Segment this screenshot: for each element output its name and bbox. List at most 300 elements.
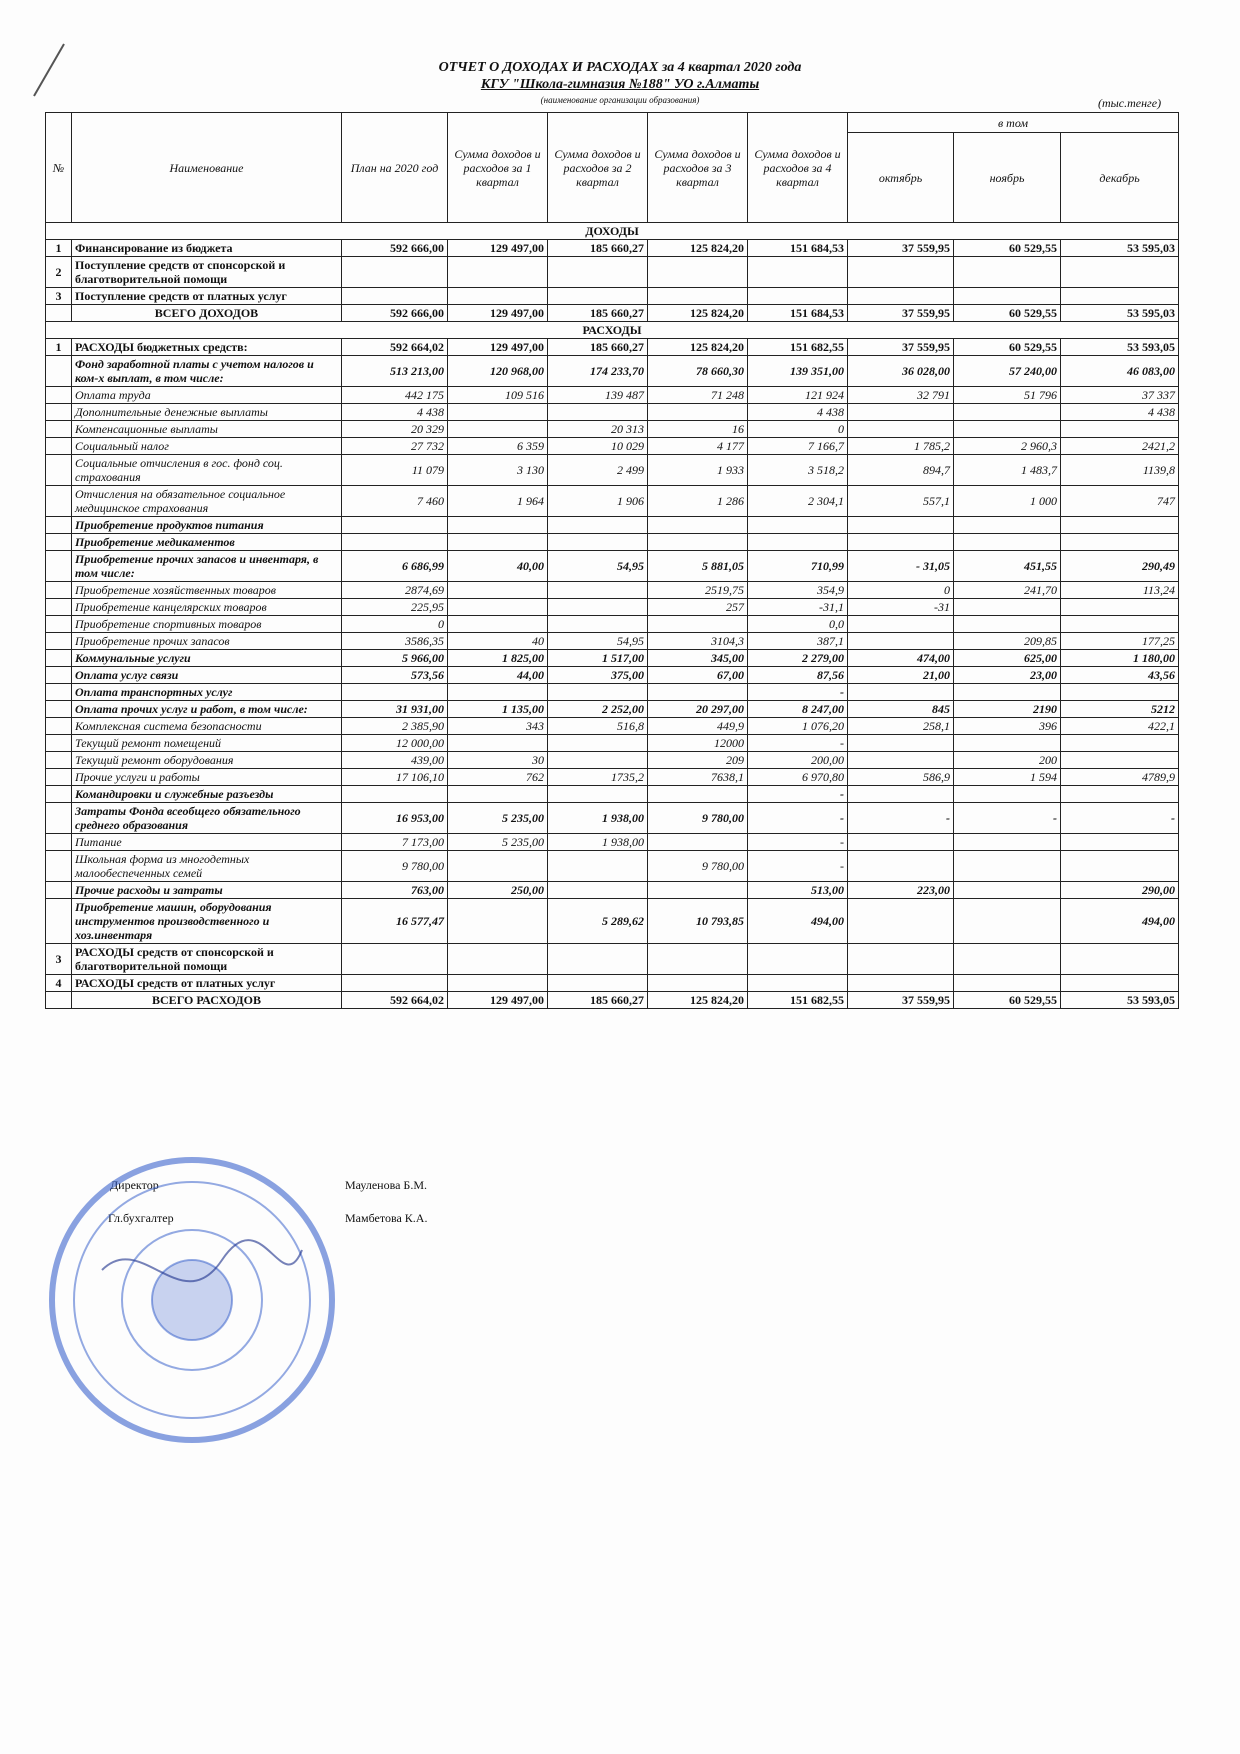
cell-value: - — [748, 684, 848, 701]
cell-value: 9 780,00 — [648, 803, 748, 834]
cell-value: 4 438 — [342, 404, 448, 421]
cell-value — [548, 851, 648, 882]
cell-value: 125 824,20 — [648, 305, 748, 322]
cell-value: 625,00 — [954, 650, 1061, 667]
cell-value — [848, 684, 954, 701]
cell-value — [954, 851, 1061, 882]
cell-value: 17 106,10 — [342, 769, 448, 786]
cell-value: 5 289,62 — [548, 899, 648, 944]
row-number — [46, 667, 72, 684]
table-row — [46, 684, 1179, 701]
cell-value: 37 559,95 — [848, 339, 954, 356]
cell-value — [342, 517, 448, 534]
row-number — [46, 992, 72, 1009]
cell-value — [342, 944, 448, 975]
cell-value: 60 529,55 — [954, 992, 1061, 1009]
cell-value: 0 — [748, 421, 848, 438]
cell-value: 37 559,95 — [848, 240, 954, 257]
cell-value: 6 686,99 — [342, 551, 448, 582]
cell-value: 43,56 — [1061, 667, 1179, 684]
cell-value: 23,00 — [954, 667, 1061, 684]
row-number — [46, 534, 72, 551]
row-number — [46, 803, 72, 834]
cell-value — [848, 851, 954, 882]
row-name: Оплата услуг связи — [72, 667, 342, 684]
cell-value: 449,9 — [648, 718, 748, 735]
cell-value — [648, 404, 748, 421]
cell-value: 2 304,1 — [748, 486, 848, 517]
row-name: ВСЕГО РАСХОДОВ — [72, 992, 342, 1009]
row-number — [46, 582, 72, 599]
table-row — [46, 486, 1179, 517]
cell-value: 5 235,00 — [448, 803, 548, 834]
cell-value: 8 247,00 — [748, 701, 848, 718]
cell-value: 125 824,20 — [648, 240, 748, 257]
cell-value — [448, 421, 548, 438]
cell-value: 10 793,85 — [648, 899, 748, 944]
cell-value: 2 385,90 — [342, 718, 448, 735]
cell-value — [848, 534, 954, 551]
table-row — [46, 517, 1179, 534]
cell-value — [548, 944, 648, 975]
col-q1: Сумма доходов и расходов за 1 квартал — [448, 113, 548, 223]
cell-value: 2874,69 — [342, 582, 448, 599]
row-number: 3 — [46, 944, 72, 975]
cell-value — [954, 599, 1061, 616]
cell-value — [848, 421, 954, 438]
table-row — [46, 899, 1179, 944]
cell-value: 139 351,00 — [748, 356, 848, 387]
cell-value: 151 682,55 — [748, 339, 848, 356]
table-row — [46, 455, 1179, 486]
cell-value: 37 559,95 — [848, 992, 954, 1009]
cell-value — [954, 421, 1061, 438]
row-number — [46, 404, 72, 421]
cell-value: 7 460 — [342, 486, 448, 517]
cell-value — [954, 616, 1061, 633]
cell-value — [448, 735, 548, 752]
cell-value: 5 235,00 — [448, 834, 548, 851]
row-name: Финансирование из бюджета — [72, 240, 342, 257]
row-name: Оплата труда — [72, 387, 342, 404]
table-row — [46, 834, 1179, 851]
cell-value: 54,95 — [548, 633, 648, 650]
table-row — [46, 551, 1179, 582]
col-q2: Сумма доходов и расходов за 2 квартал — [548, 113, 648, 223]
cell-value: 151 684,53 — [748, 305, 848, 322]
cell-value: 3 518,2 — [748, 455, 848, 486]
cell-value — [1061, 599, 1179, 616]
cell-value: 40,00 — [448, 551, 548, 582]
cell-value: 5212 — [1061, 701, 1179, 718]
cell-value — [848, 786, 954, 803]
cell-value — [548, 404, 648, 421]
cell-value — [848, 834, 954, 851]
cell-value: 12 000,00 — [342, 735, 448, 752]
row-number — [46, 718, 72, 735]
cell-value: 0 — [342, 616, 448, 633]
cell-value: 139 487 — [548, 387, 648, 404]
cell-value: 11 079 — [342, 455, 448, 486]
cell-value: 894,7 — [848, 455, 954, 486]
cell-value: 51 796 — [954, 387, 1061, 404]
table-row — [46, 633, 1179, 650]
cell-value — [1061, 421, 1179, 438]
cell-value: 60 529,55 — [954, 339, 1061, 356]
cell-value: 2 960,3 — [954, 438, 1061, 455]
cell-value: 6 970,80 — [748, 769, 848, 786]
col-name: Наименование — [72, 113, 342, 223]
cell-value — [448, 257, 548, 288]
cell-value — [342, 684, 448, 701]
cell-value: 53 593,05 — [1061, 339, 1179, 356]
row-number — [46, 899, 72, 944]
cell-value: 7 166,7 — [748, 438, 848, 455]
report-title: ОТЧЕТ О ДОХОДАХ И РАСХОДАХ за 4 квартал 2020 года — [438, 60, 802, 75]
table-row — [46, 752, 1179, 769]
cell-value — [1061, 834, 1179, 851]
cell-value: 125 824,20 — [648, 339, 748, 356]
report-table — [45, 112, 1179, 1009]
row-name: Фонд заработной платы с учетом налогов и ком-х выплат, в том числе: — [72, 356, 342, 387]
cell-value — [548, 882, 648, 899]
col-plan: План на 2020 год — [342, 113, 448, 223]
cell-value: 60 529,55 — [954, 240, 1061, 257]
cell-value: - — [848, 803, 954, 834]
row-name: Приобретение машин, оборудования инструментов производственного и хоз.инвентаря — [72, 899, 342, 944]
col-october: октябрь — [848, 133, 954, 223]
table-row — [46, 944, 1179, 975]
cell-value: 2421,2 — [1061, 438, 1179, 455]
cell-value — [1061, 944, 1179, 975]
row-number — [46, 305, 72, 322]
cell-value: 592 666,00 — [342, 305, 448, 322]
cell-value — [1061, 786, 1179, 803]
cell-value: 174 233,70 — [548, 356, 648, 387]
row-number — [46, 650, 72, 667]
row-number — [46, 517, 72, 534]
table-row — [46, 701, 1179, 718]
cell-value: 129 497,00 — [448, 339, 548, 356]
row-number — [46, 769, 72, 786]
row-name: Приобретение медикаментов — [72, 534, 342, 551]
cell-value: 1 000 — [954, 486, 1061, 517]
cell-value — [648, 288, 748, 305]
row-name: Дополнительные денежные выплаты — [72, 404, 342, 421]
cell-value: 4 438 — [1061, 404, 1179, 421]
cell-value: 250,00 — [448, 882, 548, 899]
cell-value — [1061, 616, 1179, 633]
row-number — [46, 684, 72, 701]
cell-value: 60 529,55 — [954, 305, 1061, 322]
cell-value: 120 968,00 — [448, 356, 548, 387]
cell-value: 129 497,00 — [448, 240, 548, 257]
cell-value: 3 130 — [448, 455, 548, 486]
row-number — [46, 421, 72, 438]
cell-value — [548, 288, 648, 305]
cell-value: 763,00 — [342, 882, 448, 899]
cell-value: 67,00 — [648, 667, 748, 684]
cell-value — [748, 257, 848, 288]
table-row — [46, 851, 1179, 882]
cell-value: 151 682,55 — [748, 992, 848, 1009]
cell-value: 4 438 — [748, 404, 848, 421]
row-name: РАСХОДЫ бюджетных средств: — [72, 339, 342, 356]
cell-value — [1061, 288, 1179, 305]
row-number — [46, 438, 72, 455]
cell-value: 422,1 — [1061, 718, 1179, 735]
table-row — [46, 240, 1179, 257]
cell-value — [448, 851, 548, 882]
cell-value: 31 931,00 — [342, 701, 448, 718]
section-row — [46, 223, 1179, 240]
cell-value: 513,00 — [748, 882, 848, 899]
accountant-label: Гл.бухгалтер — [108, 1211, 174, 1225]
cell-value: 513 213,00 — [342, 356, 448, 387]
cell-value: 223,00 — [848, 882, 954, 899]
cell-value — [342, 534, 448, 551]
cell-value — [548, 786, 648, 803]
cell-value: 1 483,7 — [954, 455, 1061, 486]
cell-value — [448, 599, 548, 616]
cell-value — [648, 944, 748, 975]
table-row — [46, 992, 1179, 1009]
cell-value — [954, 404, 1061, 421]
cell-value: 1 906 — [548, 486, 648, 517]
cell-value — [342, 257, 448, 288]
cell-value: 845 — [848, 701, 954, 718]
cell-value: 21,00 — [848, 667, 954, 684]
cell-value — [548, 582, 648, 599]
cell-value: 1 517,00 — [548, 650, 648, 667]
cell-value: 747 — [1061, 486, 1179, 517]
director-label: Директор — [110, 1178, 159, 1192]
cell-value: 12000 — [648, 735, 748, 752]
row-name: Приобретение прочих запасов — [72, 633, 342, 650]
cell-value: 37 559,95 — [848, 305, 954, 322]
cell-value: 290,49 — [1061, 551, 1179, 582]
cell-value: 40 — [448, 633, 548, 650]
cell-value — [548, 534, 648, 551]
cell-value: 53 595,03 — [1061, 240, 1179, 257]
cell-value — [848, 752, 954, 769]
cell-value: 1 785,2 — [848, 438, 954, 455]
cell-value — [648, 534, 748, 551]
cell-value — [954, 517, 1061, 534]
cell-value: 4 177 — [648, 438, 748, 455]
col-november: ноябрь — [954, 133, 1061, 223]
cell-value: 177,25 — [1061, 633, 1179, 650]
cell-value: 2 252,00 — [548, 701, 648, 718]
cell-value — [448, 404, 548, 421]
cell-value: 225,95 — [342, 599, 448, 616]
cell-value: 592 666,00 — [342, 240, 448, 257]
cell-value: 439,00 — [342, 752, 448, 769]
cell-value — [848, 616, 954, 633]
cell-value — [848, 633, 954, 650]
section-title: ДОХОДЫ — [46, 223, 1179, 240]
cell-value — [954, 684, 1061, 701]
units-label: (тыс.тенге) — [1098, 96, 1162, 110]
cell-value: 1 825,00 — [448, 650, 548, 667]
table-row — [46, 257, 1179, 288]
cell-value — [342, 786, 448, 803]
table-row — [46, 718, 1179, 735]
cell-value: 2 499 — [548, 455, 648, 486]
table-row — [46, 356, 1179, 387]
cell-value — [648, 257, 748, 288]
cell-value: 290,00 — [1061, 882, 1179, 899]
organization-caption: (наименование организации образования) — [540, 95, 700, 105]
cell-value — [954, 834, 1061, 851]
cell-value: 200,00 — [748, 752, 848, 769]
cell-value: 129 497,00 — [448, 992, 548, 1009]
row-name: Компенсационные выплаты — [72, 421, 342, 438]
cell-value: 20 329 — [342, 421, 448, 438]
cell-value: 109 516 — [448, 387, 548, 404]
row-number — [46, 599, 72, 616]
cell-value: 113,24 — [1061, 582, 1179, 599]
row-number — [46, 701, 72, 718]
row-name: Приобретение хозяйственных товаров — [72, 582, 342, 599]
cell-value: 1735,2 — [548, 769, 648, 786]
row-name: Затраты Фонда всеобщего обязательного среднего образования — [72, 803, 342, 834]
table-row — [46, 404, 1179, 421]
cell-value — [448, 616, 548, 633]
cell-value — [1061, 752, 1179, 769]
cell-value: 185 660,27 — [548, 240, 648, 257]
cell-value — [748, 288, 848, 305]
row-name: Приобретение канцелярских товаров — [72, 599, 342, 616]
cell-value — [1061, 257, 1179, 288]
row-number: 2 — [46, 257, 72, 288]
cell-value — [954, 944, 1061, 975]
cell-value — [648, 684, 748, 701]
table-row — [46, 582, 1179, 599]
row-name: Комплексная система безопасности — [72, 718, 342, 735]
accountant-name: Мамбетова К.А. — [345, 1211, 428, 1225]
cell-value — [848, 735, 954, 752]
cell-value — [648, 834, 748, 851]
cell-value — [448, 582, 548, 599]
cell-value: 5 966,00 — [342, 650, 448, 667]
cell-value: 71 248 — [648, 387, 748, 404]
cell-value: 1139,8 — [1061, 455, 1179, 486]
cell-value: 20 313 — [548, 421, 648, 438]
cell-value: 6 359 — [448, 438, 548, 455]
cell-value: 16 953,00 — [342, 803, 448, 834]
cell-value: 557,1 — [848, 486, 954, 517]
row-number: 4 — [46, 975, 72, 992]
row-number — [46, 735, 72, 752]
cell-value: 345,00 — [648, 650, 748, 667]
col-no: № — [46, 113, 72, 223]
cell-value — [342, 975, 448, 992]
row-number — [46, 551, 72, 582]
cell-value: 125 824,20 — [648, 992, 748, 1009]
cell-value: 10 029 — [548, 438, 648, 455]
cell-value: 36 028,00 — [848, 356, 954, 387]
row-name: Приобретение прочих запасов и инвентаря, в том числе: — [72, 551, 342, 582]
cell-value: 78 660,30 — [648, 356, 748, 387]
row-number: 1 — [46, 240, 72, 257]
cell-value: - — [748, 786, 848, 803]
cell-value — [648, 517, 748, 534]
row-number — [46, 633, 72, 650]
row-name: Командировки и служебные разъезды — [72, 786, 342, 803]
cell-value: - — [748, 735, 848, 752]
table-row — [46, 288, 1179, 305]
row-number — [46, 616, 72, 633]
row-number — [46, 882, 72, 899]
cell-value: 7638,1 — [648, 769, 748, 786]
cell-value: 9 780,00 — [648, 851, 748, 882]
table-row — [46, 667, 1179, 684]
cell-value — [1061, 517, 1179, 534]
cell-value: 1 594 — [954, 769, 1061, 786]
cell-value: 516,8 — [548, 718, 648, 735]
cell-value — [448, 786, 548, 803]
cell-value: 592 664,02 — [342, 339, 448, 356]
cell-value — [448, 288, 548, 305]
cell-value: 1 076,20 — [748, 718, 848, 735]
cell-value — [954, 735, 1061, 752]
cell-value: 2519,75 — [648, 582, 748, 599]
cell-value — [548, 257, 648, 288]
cell-value — [648, 786, 748, 803]
row-name: РАСХОДЫ средств от платных услуг — [72, 975, 342, 992]
cell-value — [548, 517, 648, 534]
row-name: Текущий ремонт оборудования — [72, 752, 342, 769]
cell-value: 573,56 — [342, 667, 448, 684]
cell-value: 0 — [848, 582, 954, 599]
cell-value — [1061, 735, 1179, 752]
row-number — [46, 455, 72, 486]
cell-value — [548, 735, 648, 752]
report-body — [46, 223, 1179, 1009]
cell-value: - — [954, 803, 1061, 834]
cell-value: 57 240,00 — [954, 356, 1061, 387]
row-number — [46, 851, 72, 882]
cell-value — [954, 257, 1061, 288]
row-number: 1 — [46, 339, 72, 356]
table-row — [46, 599, 1179, 616]
cell-value: 1 286 — [648, 486, 748, 517]
cell-value: 474,00 — [848, 650, 954, 667]
cell-value — [342, 288, 448, 305]
row-name: Приобретение спортивных товаров — [72, 616, 342, 633]
cell-value: 494,00 — [1061, 899, 1179, 944]
cell-value: 494,00 — [748, 899, 848, 944]
cell-value: 37 337 — [1061, 387, 1179, 404]
table-row — [46, 803, 1179, 834]
col-q3: Сумма доходов и расходов за 3 квартал — [648, 113, 748, 223]
cell-value: 1 135,00 — [448, 701, 548, 718]
cell-value: 20 297,00 — [648, 701, 748, 718]
cell-value: 1 964 — [448, 486, 548, 517]
cell-value: 354,9 — [748, 582, 848, 599]
cell-value — [648, 975, 748, 992]
cell-value: 451,55 — [954, 551, 1061, 582]
row-name: Оплата прочих услуг и работ, в том числе: — [72, 701, 342, 718]
cell-value: - — [748, 803, 848, 834]
organization-name: КГУ "Школа-гимназия №188" УО г.Алматы — [480, 77, 760, 92]
row-name: Отчисления на обязательное социальное медицинское страхования — [72, 486, 342, 517]
cell-value: 4789,9 — [1061, 769, 1179, 786]
cell-value: 442 175 — [342, 387, 448, 404]
row-name: Оплата транспортных услуг — [72, 684, 342, 701]
cell-value — [448, 534, 548, 551]
